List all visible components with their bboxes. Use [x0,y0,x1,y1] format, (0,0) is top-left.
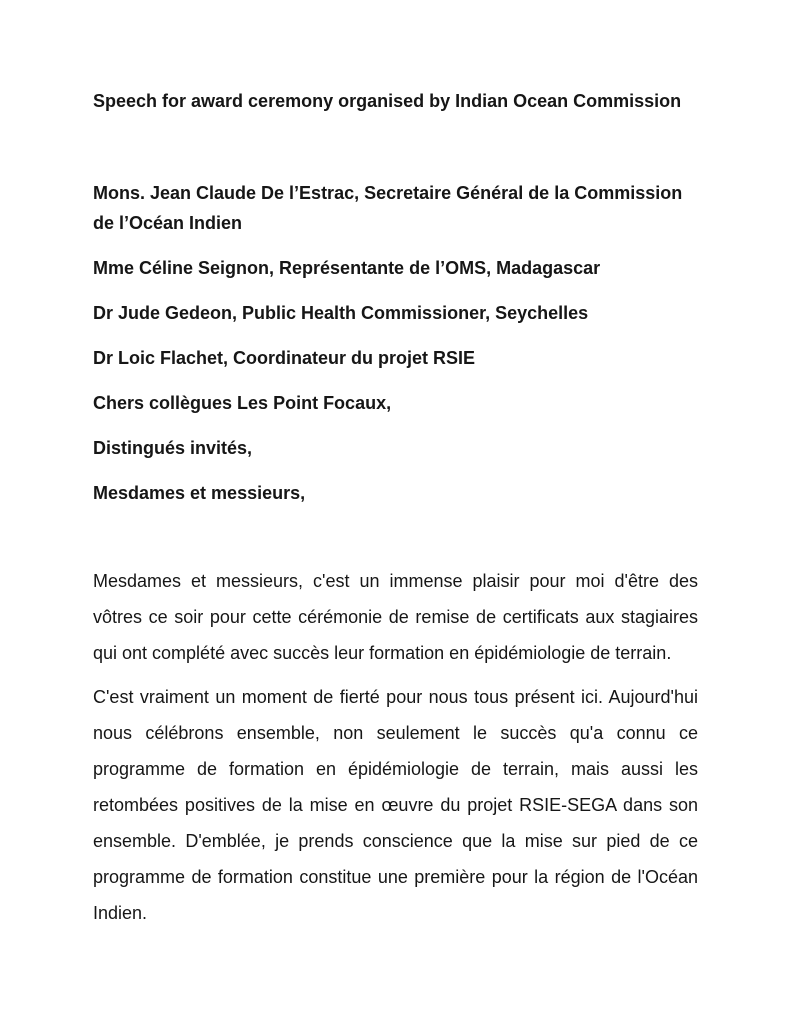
body-paragraph-1: Mesdames et messieurs, c'est un immense plaisir pour moi d'être des vôtres ce soir pour cette cérémonie de remise de certificats aux stagiaires qui ont complété avec succès leur formation en épidémiologie de terrain. [93,571,698,663]
salutation-list [93,178,698,508]
body-paragraph-2: C'est vraiment un moment de fierté pour nous tous présent ici. Aujourd'hui nous célébrons ensemble, non seulement le succès qu'a connu ce programme de formation en épidémiologie de terrain, mais aussi les retombées positives de la mise en œuvre du projet RSIE-SEGA dans son ensemble. D'emblée, je prends conscience que la mise sur pied de ce programme de formation constitue une première pour la région de l'Océan Indien. [93,687,698,923]
speech-body [93,563,698,931]
salutation-line-5: Chers collègues Les Point Focaux, [93,393,392,413]
salutation-line-4: Dr Loic Flachet, Coordinateur du projet RSIE [93,348,476,368]
salutation-line-3: Dr Jude Gedeon, Public Health Commissioner, Seychelles [93,303,589,323]
salutation-line-1: Mons. Jean Claude De l’Estrac, Secretaire Général de la Commission de l’Océan Indien [93,183,683,233]
salutation-line-7: Mesdames et messieurs, [93,483,306,503]
salutation-line-2: Mme Céline Seignon, Représentante de l’OMS, Madagascar [93,258,601,278]
salutation-line-6: Distingués invités, [93,438,253,458]
document-title: Speech for award ceremony organised by Indian Ocean Commission [93,91,682,111]
